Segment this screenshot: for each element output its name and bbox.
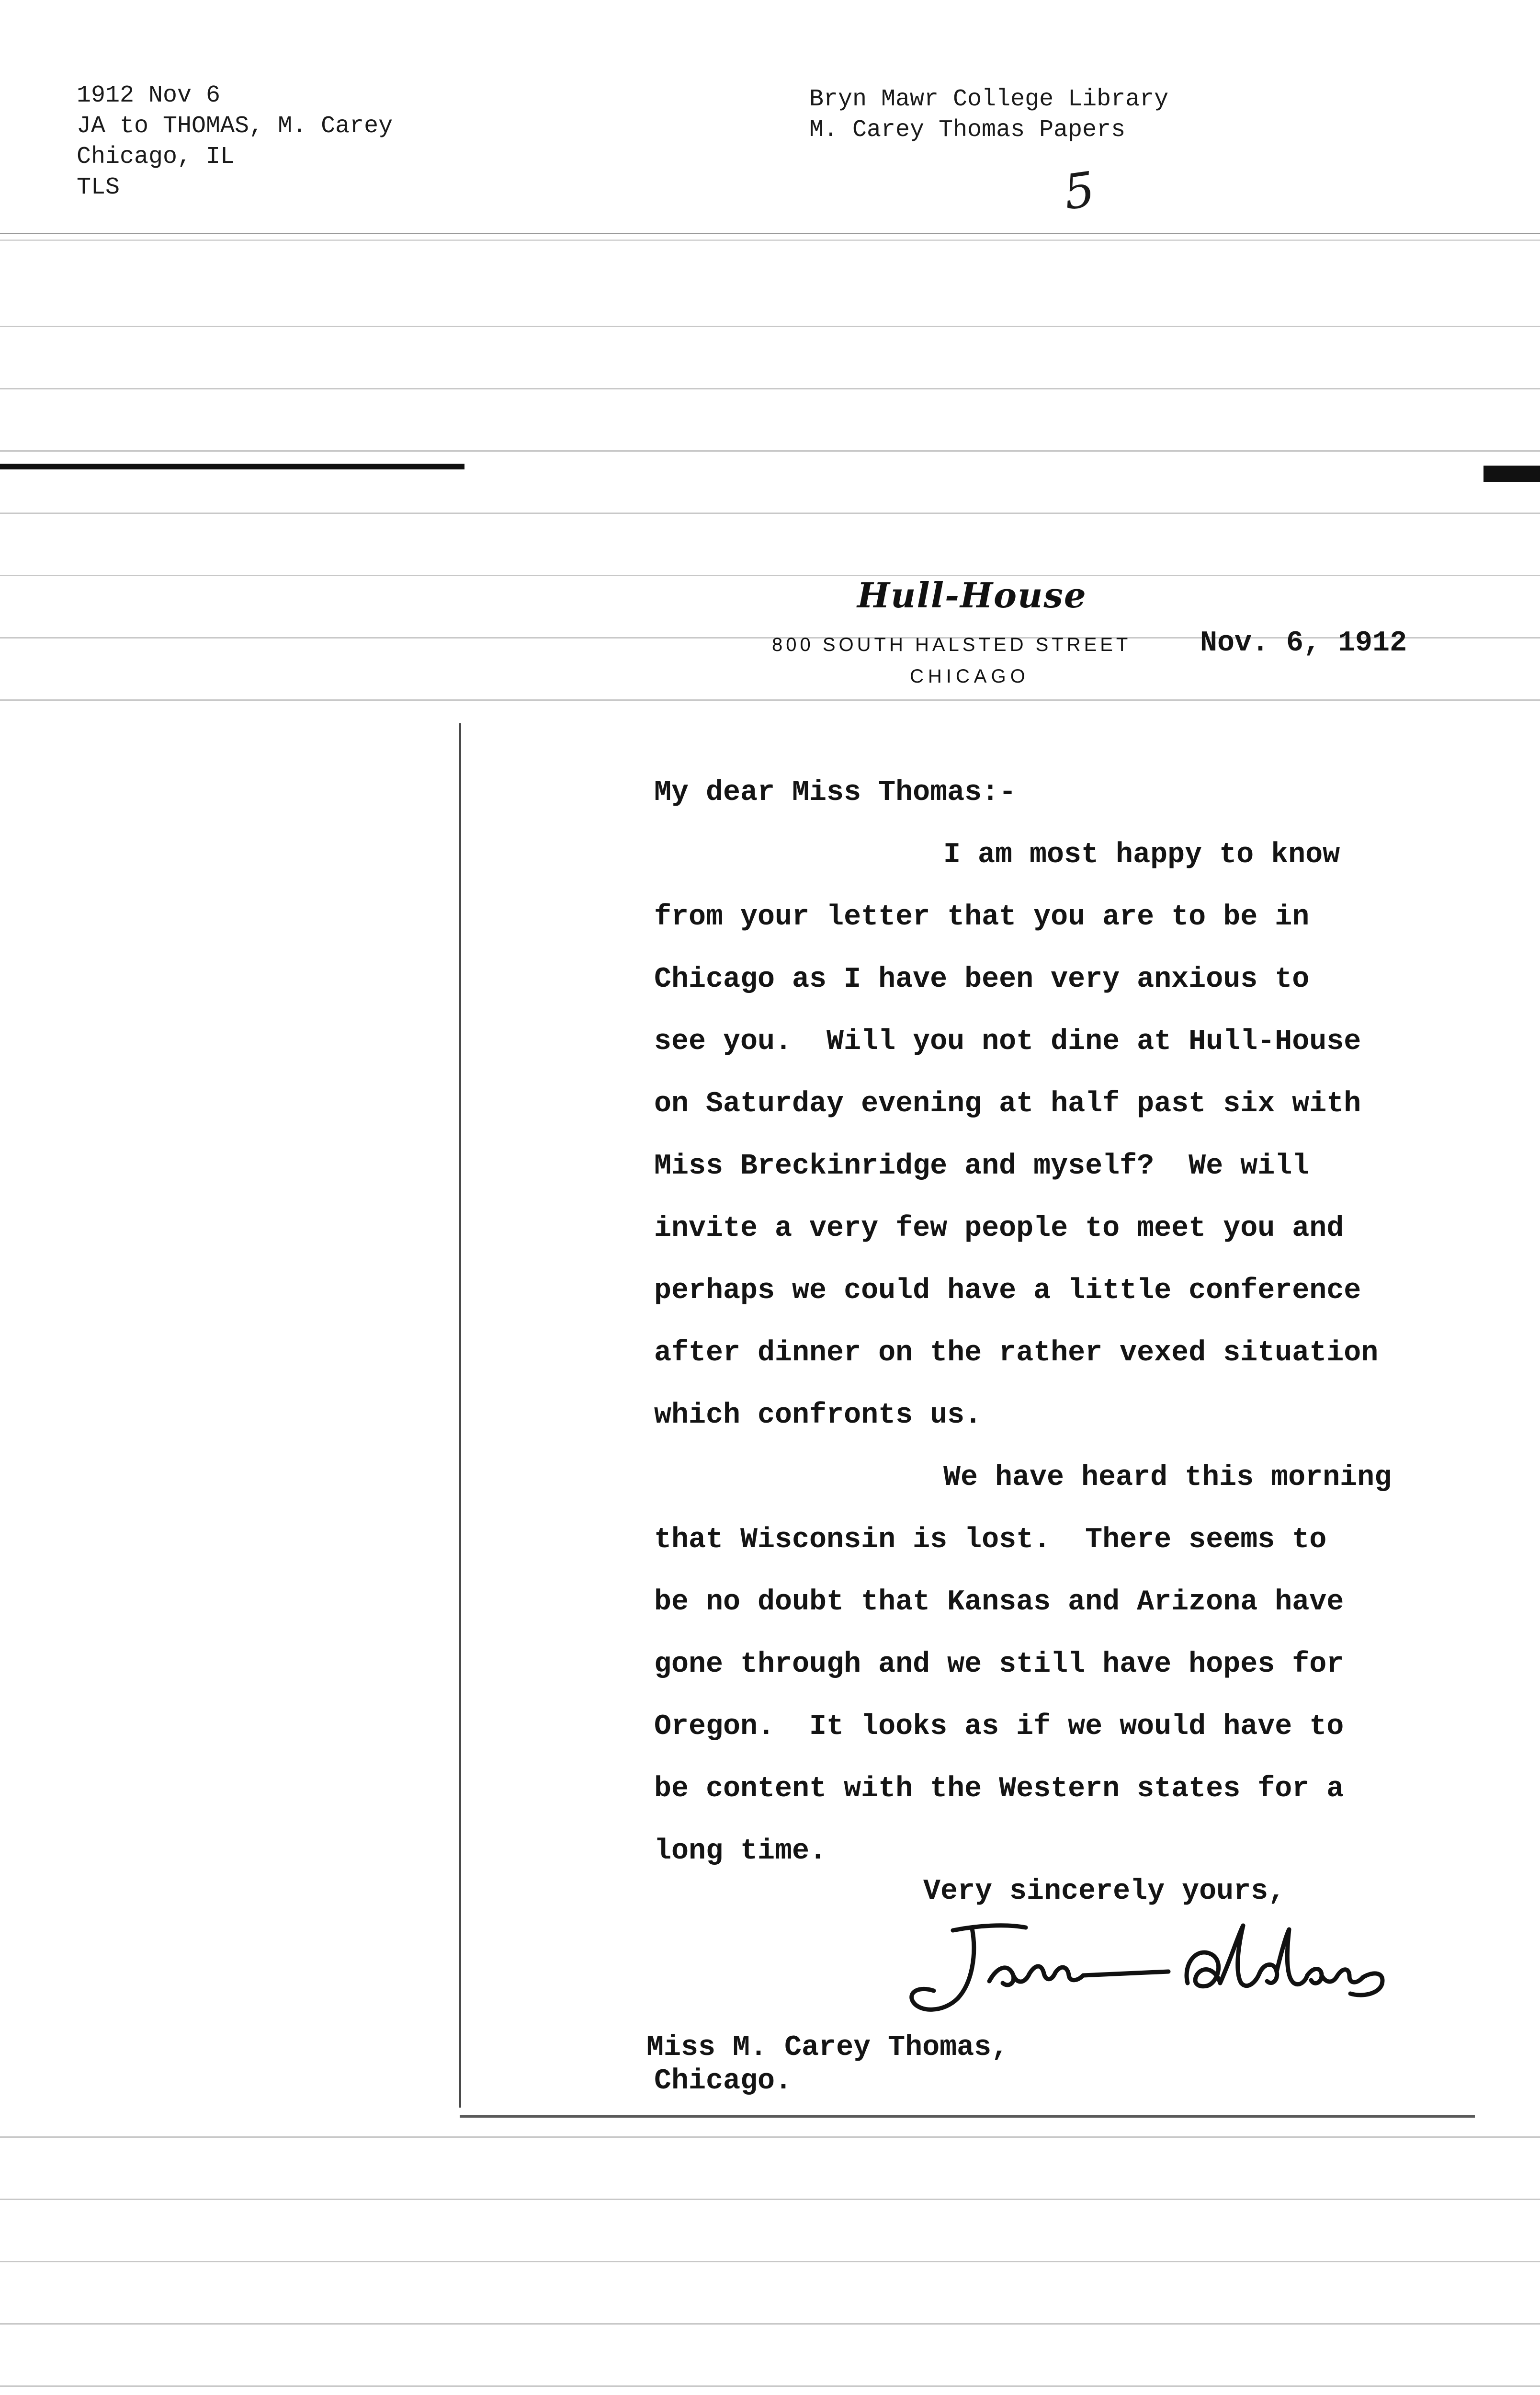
letter-bottom-edge [460,2115,1475,2118]
catalog-rule [0,233,1540,234]
letter-line: long time. [654,1835,827,1868]
letter-top-edge [0,464,464,469]
letter-line: gone through and we still have hopes for [654,1648,1344,1681]
letter-line: see you. Will you not dine at Hull-House [654,1026,1361,1058]
catalog-rule [0,699,1540,701]
letter-line: be content with the Western states for a [654,1773,1344,1805]
addressee-name: Miss M. Carey Thomas, [646,2031,1009,2064]
letter-date: Nov. 6, 1912 [1200,627,1407,660]
letter-closing: Very sincerely yours, [923,1875,1286,1908]
catalog-info-right [809,84,1168,146]
letterhead-city: CHICAGO [910,666,1030,687]
signature-graphic [900,1911,1408,2026]
catalog-rule [0,575,1540,576]
letter-line: on Saturday evening at half past six with [654,1088,1361,1120]
catalog-document-type: TLS [77,174,120,201]
catalog-rule [0,2385,1540,2387]
catalog-rule [0,450,1540,452]
catalog-rule [0,2323,1540,2325]
letter-salutation: My dear Miss Thomas:- [654,776,1017,809]
catalog-rule [0,388,1540,389]
letter-line: which confronts us. [654,1399,982,1432]
letterhead-street: 800 SOUTH HALSTED STREET [772,634,1132,655]
folio-mark: 5 [1060,161,1098,221]
catalog-collection: M. Carey Thomas Papers [809,116,1126,144]
letter-line: after dinner on the rather vexed situation [654,1337,1379,1369]
letter-line: be no doubt that Kansas and Arizona have [654,1586,1344,1619]
letter-line: Miss Breckinridge and myself? We will [654,1150,1310,1183]
catalog-info-left [77,80,393,203]
letter-corner-mark [1483,466,1540,482]
catalog-rule [0,2199,1540,2200]
catalog-place: Chicago, IL [77,143,235,171]
catalog-rule [0,513,1540,514]
letter-line: from your letter that you are to be in [654,901,1310,934]
addressee-city: Chicago. [654,2065,793,2098]
catalog-rule [0,2136,1540,2138]
catalog-repository: Bryn Mawr College Library [809,86,1169,113]
catalog-rule [0,240,1540,241]
letter-line: I am most happy to know [943,839,1340,871]
letterhead-name: Hull-House [857,575,1087,616]
letter-line: Chicago as I have been very anxious to [654,963,1310,996]
letter-line: We have heard this morning [943,1461,1392,1494]
letter-left-fold [459,723,461,2108]
handwritten-signature [900,1911,1408,2026]
letter-line: perhaps we could have a little conference [654,1275,1361,1307]
letter-line: Oregon. It looks as if we would have to [654,1711,1344,1743]
catalog-rule [0,326,1540,327]
catalog-rule [0,2261,1540,2262]
letter-line: that Wisconsin is lost. There seems to [654,1524,1327,1556]
letter-line: invite a very few people to meet you and [654,1212,1344,1245]
catalog-date: 1912 Nov 6 [77,82,221,109]
catalog-correspondents: JA to THOMAS, M. Carey [77,113,393,140]
